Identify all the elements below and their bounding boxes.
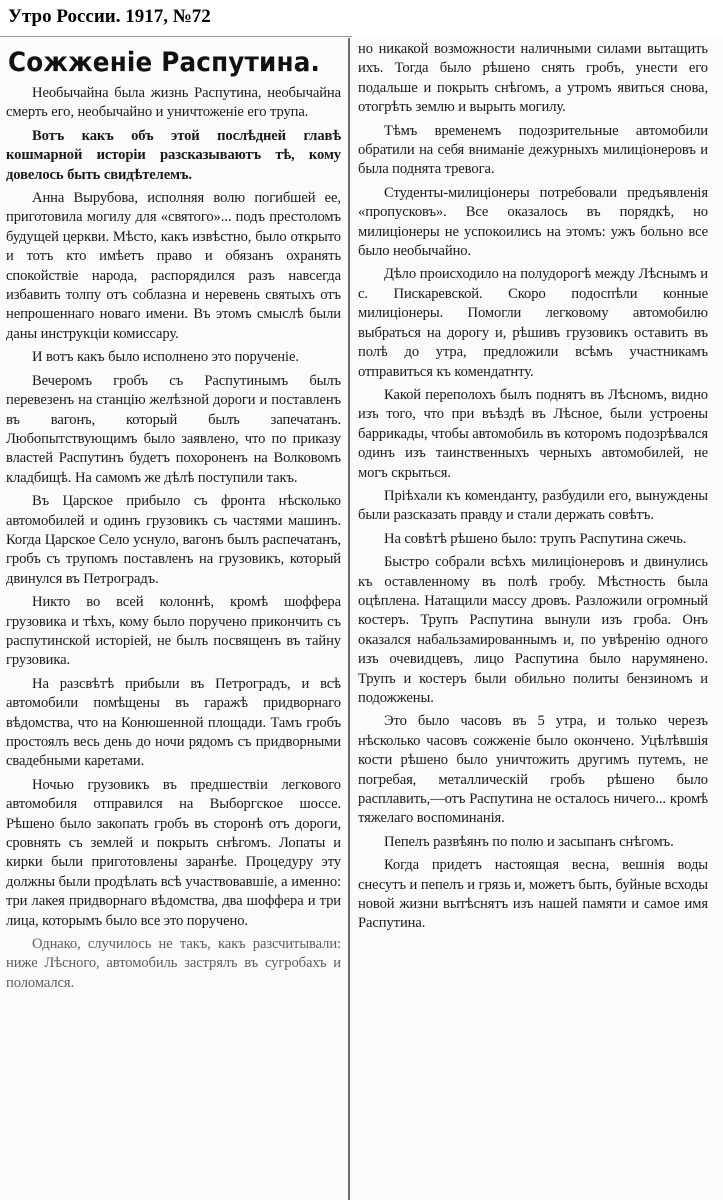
left-paragraph: Анна Вырубова, исполняя волю погибшей ее, приготовила могилу для «святого»... подъ престоломъ будущей церкви. Мѣсто, какъ извѣстно, было открыто и тотъ кто имѣетъ право и обязанъ охранять спокойствіе народа, распорядился разъ навсегда избавить толпу отъ соблазна и неревень святыхъ отъ непрошеннаго новаго имени. Въ этомъ смыслѣ были даны инструкціи комиссару.: [6, 190, 341, 342]
right-paragraph: Дѣло происходило на полудорогѣ между Лѣснымъ и с. Пискаревской. Скоро подоспѣли конные милиціонеры. Помогли легковому автомобилю выбраться на дорогу и, рѣшивъ грузовикъ оставить въ полѣ до утра, предложили всѣмъ участникамъ отправиться къ комендатнту.: [358, 266, 708, 380]
right-paragraph: На совѣтѣ рѣшено было: трупъ Распутина сжечь.: [384, 530, 687, 547]
left-paragraph: И вотъ какъ было исполнено это порученіе.: [32, 349, 299, 366]
right-paragraph: Студенты-милиціонеры потребовали предъявленія «пропусковъ». Все оказалось въ порядкѣ, но милиціонеры не успокоились на этомъ: ужъ больно все было необычайно.: [358, 184, 708, 260]
right-paragraph: Пепелъ развѣянъ по полю и засыпанъ снѣгомъ.: [384, 833, 674, 850]
right-paragraph: Это было часовъ въ 5 утра, и только черезъ нѣсколько часовъ сожженіе было окончено. Уцѣлѣвшія кости рѣшено было уничтожить другимъ путемъ, не погребая, металлическій гробъ рѣшено было расплавить,—отъ Распутина не осталось ничего... кромѣ тяжелаго воспоминанія.: [358, 713, 708, 827]
right-paragraph: но никакой возможности наличными силами вытащить ихъ. Тогда было рѣшено снять гробъ, унести его подальше и покрыть снѣгомъ, а утромъ явиться снова, отогрѣть землю и вырыть могилу.: [358, 41, 708, 116]
left-column: [6, 38, 341, 1200]
right-column: [358, 40, 708, 1200]
right-paragraph: Быстро собрали всѣхъ милиціонеровъ и двинулись къ оставленному въ полѣ гробу. Мѣстность была оцѣплена. Натащили массу дровъ. Разложили огромный костеръ. Трупъ Распутина вынули изъ гроба. Онъ оказался набальзамированнымъ и, по увѣренію одного изъ очевидцевъ, лицо Распутина было нарумянено. Трупъ и костеръ были обильно политы бензиномъ и подожжены.: [358, 554, 708, 706]
left-paragraph: Въ Царское прибыло съ фронта нѣсколько автомобилей и одинъ грузовикъ съ частями машинъ. Когда Царское Село уснуло, вагонъ былъ распечатанъ, гробъ съ трупомъ поставленъ на грузовикъ, который двинулся въ Петроградъ.: [6, 493, 341, 587]
left-paragraph: Вотъ какъ объ этой послѣдней главѣ кошмарной исторіи разсказываютъ тѣ, кому довелось быть свидѣтелемъ.: [6, 127, 341, 183]
left-paragraph: Необычайна была жизнь Распутина, необычайна смерть его, необычайно и уничтоженіе его трупа.: [6, 85, 341, 121]
left-paragraph: На разсвѣтѣ прибыли въ Петроградъ, и всѣ автомобили помѣщены въ гаражѣ придворнаго вѣдомства, что на Конюшенной площади. Тамъ гробъ простоялъ весь день до ночи рядомъ съ придворными свадебными каретами.: [6, 675, 341, 770]
right-paragraph: Когда придетъ настоящая весна, вешнія воды снесутъ и пепелъ и грязь и, можетъ быть, буйные всходы новой жизни вытѣснятъ изъ нашей памяти и самое имя Распутина.: [358, 857, 708, 932]
newspaper-clipping: [0, 38, 723, 1200]
right-paragraph: Какой переполохъ былъ поднятъ въ Лѣсномъ, видно изъ того, что при въѣздѣ въ Лѣсное, были устроены баррикады, чтобы автомобиль въ которомъ подозрѣвался одинъ изъ таинственныхъ черныхъ автомобилей, не могъ скрыться.: [358, 386, 708, 481]
document-caption: Утро России. 1917, №72: [8, 6, 211, 27]
left-paragraph: Однако, случилось не такъ, какъ разсчитывали: ниже Лѣсного, автомобиль застрялъ въ сугробахъ и поломался.: [6, 936, 341, 991]
caption-divider: [0, 36, 352, 37]
left-paragraph: Ночью грузовикъ въ предшествіи легкового автомобиля отправился на Выборгское шоссе. Рѣшено было закопать гробъ въ сторонѣ отъ дороги, сровнять съ землей и покрыть снѣгомъ. Лопаты и кирки были приготовлены заранѣе. Процедуру эту должны были продѣлать всѣ участвовавшіе, а именно: три лакея придворнаго вѣдомства, два шоффера и три лица, которымъ было все это поручено.: [6, 776, 341, 929]
left-paragraph: Вечеромъ гробъ съ Распутинымъ былъ перевезенъ на станцію желѣзной дороги и поставленъ въ вагонъ, который былъ запечатанъ. Любопытствующимъ было заявлено, что по приказу властей Распутинъ будетъ похороненъ на Волковомъ кладбищѣ. На самомъ же дѣлѣ поступили такъ.: [6, 372, 341, 486]
article-title: Сожженіе Распутина.: [8, 47, 321, 78]
column-divider: [348, 38, 350, 1200]
left-paragraph: Никто во всей колоннѣ, кромѣ шоффера грузовика и тѣхъ, кому было поручено прикончить съ распутинской исторіей, не былъ посвященъ въ тайну грузовика.: [6, 594, 341, 669]
right-paragraph: Пріѣхали къ коменданту, разбудили его, вынуждены были разсказать правду и стали держать совѣтъ.: [358, 487, 708, 524]
right-paragraph: Тѣмъ временемъ подозрительные автомобили обратили на себя вниманіе дежурныхъ милиціонеровъ и была поднята тревога.: [358, 122, 708, 178]
